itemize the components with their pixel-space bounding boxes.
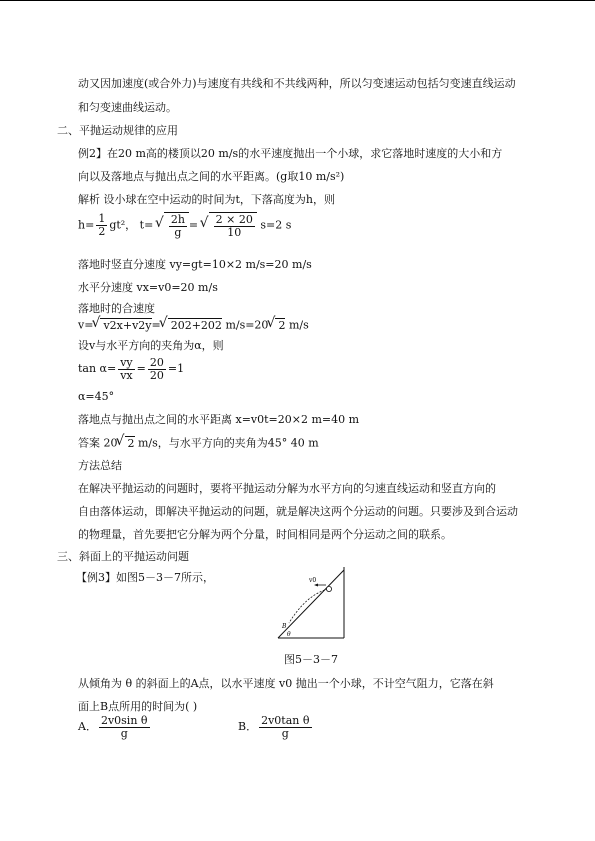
example-3-head: 【例3】如图5－3－7所示， — [76, 571, 214, 584]
para-line: 和匀变速曲线运动。 — [78, 101, 177, 114]
option-b[interactable]: B． $\frac{\text{2v0tan θ}}{g}$ — [238, 713, 310, 740]
question-line: 从倾角为 θ 的斜面上的A点，以水平速度 v0 抛出一个小球，不计空气阻力，它落在斜 — [78, 677, 494, 690]
section-heading: 三、斜面上的平抛运动问题 — [57, 550, 189, 563]
half-fraction: $\frac{1}{2}$ — [98, 212, 106, 238]
question-line: 面上B点所用的时间为( ) — [78, 700, 198, 713]
answer: 答案 20√ 2 m/s，与水平方向的夹角为45° 40 m — [78, 436, 319, 451]
point-b-label: B — [282, 623, 287, 630]
figure-caption: 图5－3－7 — [284, 653, 338, 666]
horizontal-velocity: 水平分速度 vx=v0=20 m/s — [78, 281, 218, 294]
page-top-rule — [0, 0, 595, 1]
section-heading: 二、平抛运动规律的应用 — [57, 124, 178, 137]
v0-label: v0 — [309, 577, 317, 584]
para-line: 动又因加速度(或合外力)与速度有共线和不共线两种，所以匀变速运动包括匀变速直线运动 — [78, 77, 516, 90]
option-a[interactable]: A． $\frac{\text{2v0sin θ}}{g}$ — [78, 713, 148, 740]
incline-figure — [276, 565, 348, 641]
example-2-line: 例2】在20 m高的楼顶以20 m/s的水平速度抛出一个小球，求它落地时速度的大小和方 — [78, 147, 503, 160]
distance-equation: 落地点与抛出点之间的水平距离 x=v0t=20×2 m=40 m — [78, 413, 360, 426]
method-line: 在解决平抛运动的问题时，要将平抛运动分解为水平方向的匀速直线运动和竖直方向的 — [78, 482, 496, 495]
method-title: 方法总结 — [78, 459, 122, 472]
tan-equation: tan α= $\frac{vy}{vx}$ = $\frac{20}{20}$ =1 — [78, 355, 185, 382]
theta-label: θ — [287, 631, 291, 638]
vertical-velocity: 落地时竖直分速度 vy=gt=10×2 m/s=20 m/s — [78, 258, 312, 271]
example-2-line: 向以及落地点与抛出点之间的水平距离。(g取10 m/s²) — [78, 170, 345, 183]
sqrt-2h-g: √ $\frac{2h}{g}$ — [164, 212, 189, 239]
resultant-label: 落地时的合速度 — [78, 302, 155, 315]
ball-icon — [326, 586, 331, 591]
sqrt-numeric: √ $\frac{2 \times 20}{10}$ — [209, 212, 257, 239]
method-line: 自由落体运动，即解决平抛运动的问题，就是解决这两个分运动的问题。只要涉及到合运动 — [78, 505, 518, 518]
time-equation: h= $\frac{1}{2}$ gt²， t= √ $\frac{2h}{g}$ = √ $\frac{2 \times 20}{10}$ s=2 s — [78, 212, 291, 239]
resultant-equation: v=√ v2x+v2y=√ 202+202 m/s=20√ 2 m/s — [78, 318, 309, 333]
method-line: 的物理量，首先要把它分解为两个分量，时间相同是两个分运动之间的联系。 — [78, 528, 452, 541]
solution-intro: 解析 设小球在空中运动的时间为t，下落高度为h，则 — [78, 193, 335, 206]
alpha-value: α=45° — [78, 390, 115, 403]
angle-intro: 设v与水平方向的夹角为α，则 — [78, 339, 224, 352]
